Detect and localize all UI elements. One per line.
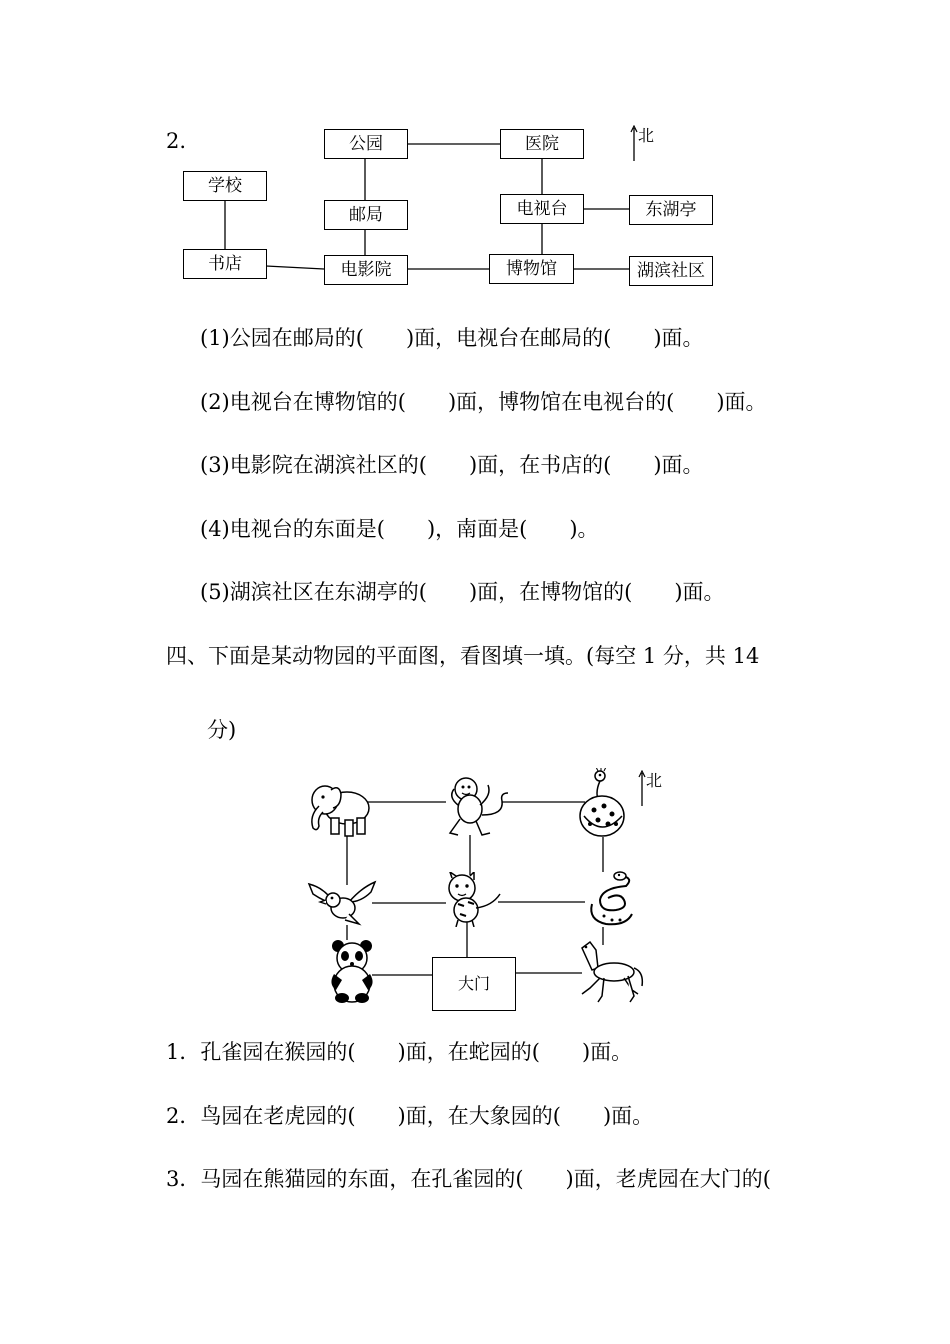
bird-icon [305, 878, 380, 928]
tiger-icon [440, 872, 505, 927]
q2-question-5: (5)湖滨社区在东湖亭的( )面，在博物馆的( )面。 [200, 580, 725, 604]
q2-question-1: (1)公园在邮局的( )面，电视台在邮局的( )面。 [200, 326, 704, 350]
section-heading-continued: 分) [207, 718, 237, 742]
zoo-question-2: 2．鸟园在老虎园的( )面，在大象园的( )面。 [166, 1104, 654, 1128]
snake-icon [582, 870, 637, 928]
q2-question-2: (2)电视台在博物馆的( )面，博物馆在电视台的( )面。 [200, 390, 767, 414]
node-museum: 博物馆 [489, 254, 574, 284]
node-school: 学校 [183, 171, 267, 201]
horse-icon [572, 938, 647, 1004]
node-lakeside-community: 湖滨社区 [629, 256, 713, 286]
zoo-gate: 大门 [432, 957, 516, 1011]
node-cinema: 电影院 [324, 255, 408, 285]
zoo-question-3: 3．马园在熊猫园的东面，在孔雀园的( )面，老虎园在大门的( [166, 1167, 771, 1191]
zoo-north-label: 北 [646, 771, 663, 790]
north-label: 北 [638, 126, 655, 145]
node-post-office: 邮局 [324, 200, 408, 230]
node-east-lake-pavilion: 东湖亭 [629, 195, 713, 225]
section-heading: 四、下面是某动物园的平面图，看图填一填。(每空 1 分，共 14 [166, 644, 760, 668]
monkey-icon [442, 775, 512, 840]
question-number: 2. [166, 129, 187, 153]
peacock-icon [570, 768, 635, 840]
node-park: 公园 [324, 129, 408, 159]
elephant-icon [305, 780, 375, 840]
node-bookstore: 书店 [183, 249, 267, 279]
q2-question-3: (3)电影院在湖滨社区的( )面，在书店的( )面。 [200, 453, 704, 477]
node-tv-station: 电视台 [500, 194, 584, 224]
zoo-question-1: 1．孔雀园在猴园的( )面，在蛇园的( )面。 [166, 1040, 633, 1064]
panda-icon [328, 938, 376, 1004]
node-hospital: 医院 [500, 129, 584, 159]
q2-question-4: (4)电视台的东面是( )，南面是( )。 [200, 517, 599, 541]
